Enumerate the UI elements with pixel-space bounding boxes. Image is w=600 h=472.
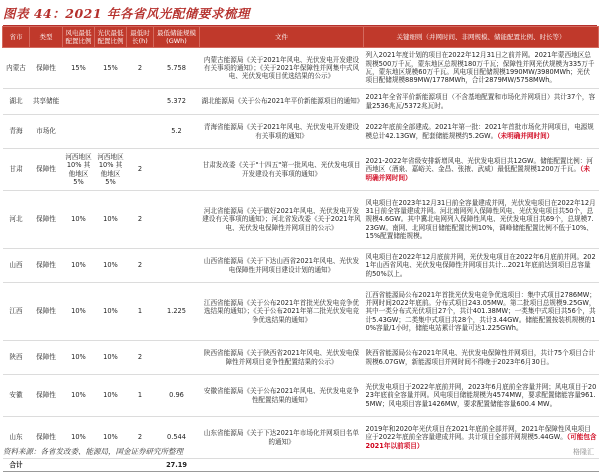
table-row	[3, 149, 599, 191]
cell-pv	[95, 89, 127, 115]
cell-wind: 10%	[63, 283, 95, 341]
cell-gwh: 1.225	[154, 283, 200, 341]
table-row	[3, 375, 599, 417]
cell-hours: 2	[127, 48, 154, 89]
cell-gwh: 5.2	[154, 115, 200, 149]
cell-file: 内蒙古能源局《关于2021年风电、光伏发电开发建设有关事项的通知》；《关于2021年保障性并网集中式风电、光伏发电项目优选结果的公示》	[200, 48, 364, 89]
table-row	[3, 283, 599, 341]
cell-hours	[127, 89, 154, 115]
cell-hours: 2	[127, 249, 154, 283]
chart-title: 图表 44：2021 年各省风光配储要求梳理	[3, 3, 597, 26]
req-text: 列入2021年度计划的项目在2022年12月31日之前并网。2021年蒙西地区总规模500万千瓦，蒙东地区总规模180万千瓦；保障性并网光伏规模为335万千瓦，蒙东地区规模60万千瓦。风电项目配储规模1990MW/3980MWh；光伏项目配储规模889MW/1778MWh，合计2879MW/5758MWh。	[365, 51, 595, 85]
req-note: （未明确并网时间）	[497, 131, 554, 140]
cell-requirements	[364, 283, 599, 341]
req-text: 2021年全省平价新能源项目（不含基地配置和市场化并网项目）共计37个，容量2536兆瓦/5372兆瓦时。	[365, 93, 596, 110]
cell-gwh: 0.96	[154, 375, 200, 417]
cell-pv: 10%	[95, 417, 127, 459]
req-text: 风电项目在2023年12月31日前全容量建成并网，光伏发电项目在2022年12月31日前全容量建成并网。河北南网列入保障性风电、光伏发电项目共50个，总规模4.6GW。其中冀北电网列入保障性风电、光伏发电项目共69个，总规模7.23GW。南网、北网项目储能配置比例10%，调峰储能配置比例不低于10%、15%配置储能规模。	[365, 198, 596, 240]
table-row	[3, 341, 599, 375]
cell-requirements	[364, 417, 599, 459]
cell-requirements	[364, 375, 599, 417]
cell-hours: 2	[127, 341, 154, 375]
cell-gwh: 5.372	[154, 89, 200, 115]
header-type: 类型	[30, 27, 63, 48]
cell-type: 保障性	[30, 249, 63, 283]
table-row	[3, 191, 599, 249]
cell-type: 市场化	[30, 115, 63, 149]
cell-province: 山西	[3, 249, 30, 283]
cell-requirements	[364, 341, 599, 375]
req-note: （未明确并网时间）	[365, 165, 590, 182]
req-text: 江西省能源局公布2021年首批光伏发电竞争优选项目：集中式项目2786MW；并网时间2022年底前。分布式项目243.05MW。第二批项目总规模9.25GW，其中一类分布式光伏项目27个，共计401.38MW；一类集中式项目共56个，共计5.43GW；二类集中式项目共28个，共计3.44GW。储能配置按装机规模的10%容量/1小时，储能电站累计容量可达1.225GWh。	[365, 290, 596, 332]
cell-requirements	[364, 249, 599, 283]
total-label: 合计	[3, 459, 30, 472]
cell-file: 河北省能源局《关于做好2021年风电、光伏发电开发建设有关事项的通知》；河北省发改委《关于2021年风电、光伏发电保障性并网项目的公示》	[200, 191, 364, 249]
req-note: （可能包含2021年以前项目）	[365, 433, 597, 450]
cell-wind: 10%	[63, 249, 95, 283]
cell-province: 河北	[3, 191, 30, 249]
cell-type: 保障性	[30, 417, 63, 459]
req-text: 2021-2022年省级安排新增风电、光伏发电项目共12GW。储能配置比例：河西地区（酒泉、嘉峪关、金昌、张掖、武威）最低配置规模1200万千瓦。	[365, 157, 593, 174]
cell-type: 保障性	[30, 375, 63, 417]
source-note: 资料来源：各省发改委、能源局，国金证券研究所整理	[3, 447, 183, 456]
cell-type: 保障性	[30, 191, 63, 249]
cell-pv: 河西地区10% 其他地区5%	[95, 149, 127, 191]
cell-requirements	[364, 149, 599, 191]
requirements-table	[2, 26, 598, 472]
cell-wind: 10%	[63, 341, 95, 375]
header-pv-ratio: 光伏最低配置比例	[95, 27, 127, 48]
cell-gwh: 5.758	[154, 48, 200, 89]
cell-type: 保障性	[30, 149, 63, 191]
cell-requirements	[364, 48, 599, 89]
cell-hours: 2	[127, 149, 154, 191]
cell-wind	[63, 115, 95, 149]
req-text: 2019年和2020年光伏项目在2021年底前全部并网，2021年保障性风电项目应于2022年底前全容量建成并网。共计项目全部并网规模5.44GW。	[365, 425, 591, 442]
cell-hours: 1	[127, 283, 154, 341]
header-province: 省市	[3, 27, 30, 48]
header-hours: 最低时长(h)	[127, 27, 154, 48]
cell-hours: 1	[127, 375, 154, 417]
cell-province: 陕西	[3, 341, 30, 375]
cell-province: 青海	[3, 115, 30, 149]
cell-file: 陕西省能源局《关于陕西省2021年风电、光伏发电保障性并网项目竞争性配置结果的公示》	[200, 341, 364, 375]
cell-pv	[95, 115, 127, 149]
cell-requirements	[364, 89, 599, 115]
cell-file: 江西省能源局《关于公布2021年首批光伏发电竞争优选结果的通知》；《关于公布2021年第二批光伏发电竞争优选结果的通知》	[200, 283, 364, 341]
cell-wind: 10%	[63, 191, 95, 249]
cell-hours: 2	[127, 191, 154, 249]
cell-file: 山东省能源局《关于下达2021年市场化并网项目名单的通知》	[200, 417, 364, 459]
cell-gwh	[154, 249, 200, 283]
req-text: 陕西省能源局公布2021年风电、光伏发电保障性并网项目，共计75个项目合计规模6.07GW，新能源项目并网时间不得晚于2023年6月30日。	[365, 349, 596, 366]
cell-gwh	[154, 341, 200, 375]
cell-requirements	[364, 115, 599, 149]
cell-wind: 10%	[63, 417, 95, 459]
cell-type: 保障性	[30, 283, 63, 341]
cell-gwh: 0.544	[154, 417, 200, 459]
header-file: 文件	[200, 27, 364, 48]
total-row	[3, 459, 599, 472]
cell-province: 山东	[3, 417, 30, 459]
cell-pv: 10%	[95, 375, 127, 417]
header-wind-ratio: 风电最低配置比例	[63, 27, 95, 48]
cell-pv: 10%	[95, 249, 127, 283]
cell-type: 保障性	[30, 341, 63, 375]
cell-file: 青海省能源局《关于2021年风电、光伏发电开发建设有关事项的通知》	[200, 115, 364, 149]
cell-wind	[63, 89, 95, 115]
table-row	[3, 115, 599, 149]
cell-hours	[127, 115, 154, 149]
cell-wind: 15%	[63, 48, 95, 89]
cell-province: 安徽	[3, 375, 30, 417]
cell-file: 甘肃发改委《关于"十四五"第一批风电、光伏发电项目开发建设有关事项的通知》	[200, 149, 364, 191]
cell-requirements	[364, 191, 599, 249]
table-row	[3, 89, 599, 115]
req-text: 光伏发电项目于2022年底前并网，2023年6月底前全容量并网；风电项目于2023年底前全容量并网。风电项目储能规模为4574MW，要求配置储能容量961.5MW；风电项目容量1426MW，要求配置储能容量600.4 MW。	[365, 383, 597, 408]
cell-file: 山西省能源局《关于下达山西省2021年风电、光伏发电保障性并网项目建设计划的通知》	[200, 249, 364, 283]
cell-hours: 2	[127, 417, 154, 459]
total-gwh: 27.19	[154, 459, 200, 472]
cell-pv: 10%	[95, 191, 127, 249]
req-text: 2022年底前全部建成。2021年第一批：2021年首批市场化并网项目，电源规模总计42.13GW，配套储能规模约5.2GW。	[365, 123, 594, 140]
req-text: 风电项目在2022年12月底前并网，光伏发电项目在2022年6月底前并网。2021年山西省风电、光伏发电保障性并网项目共计...2021年底前达到项目总容量的50%以上。	[365, 253, 596, 278]
cell-province: 湖北	[3, 89, 30, 115]
header-row	[3, 27, 599, 48]
table-row	[3, 249, 599, 283]
cell-wind: 10%	[63, 375, 95, 417]
cell-gwh	[154, 191, 200, 249]
cell-province: 内蒙古	[3, 48, 30, 89]
header-gwh: 最低储能规模(GWh)	[154, 27, 200, 48]
cell-pv: 15%	[95, 48, 127, 89]
cell-pv: 10%	[95, 341, 127, 375]
cell-province: 甘肃	[3, 149, 30, 191]
cell-gwh	[154, 149, 200, 191]
cell-file: 湖北能源局《关于公布2021年平价新能源项目的通知》	[200, 89, 364, 115]
watermark: 格隆汇	[573, 448, 594, 456]
cell-file: 安徽省能源局《关于公布2021年风电、光伏发电竞争性配置结果的通知》	[200, 375, 364, 417]
cell-type: 共享储能	[30, 89, 63, 115]
cell-province: 江西	[3, 283, 30, 341]
cell-wind: 河西地区10% 其他地区5%	[63, 149, 95, 191]
header-requirements: 关键细则（并网时间、非网规模、储能配置比例、时长等）	[364, 27, 599, 48]
cell-pv: 10%	[95, 283, 127, 341]
table-row	[3, 48, 599, 89]
cell-type: 保障性	[30, 48, 63, 89]
